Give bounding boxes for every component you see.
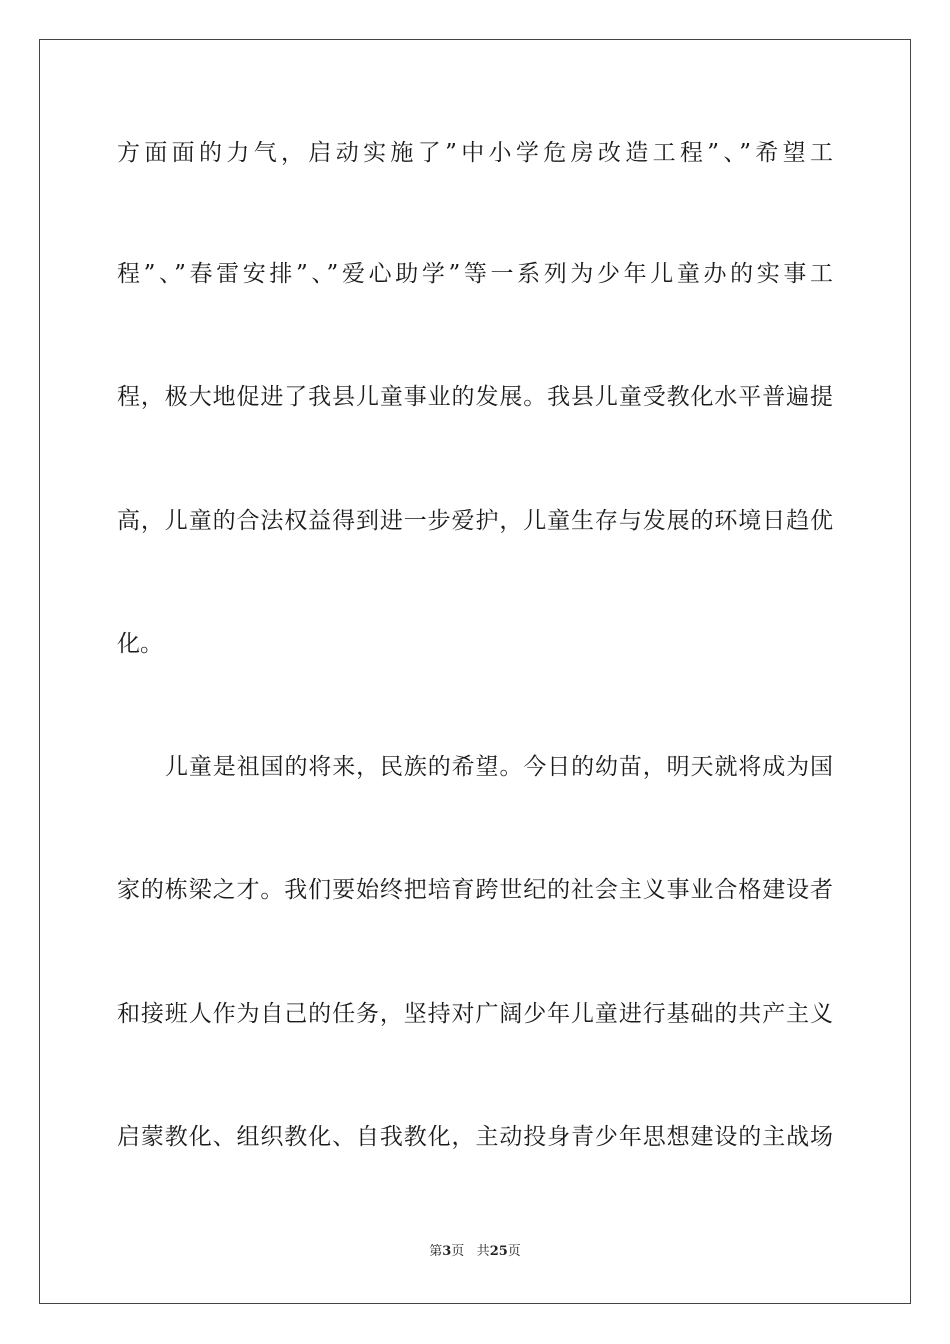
body-text-line-1: 方面面的力气，启动实施了”中小学危房改造工程”、”希望工 xyxy=(117,140,833,166)
body-text-line-5: 化。 xyxy=(117,631,163,657)
body-text-line-3: 程，极大地促进了我县儿童事业的发展。我县儿童受教化水平普遍提 xyxy=(117,384,833,410)
footer-page-suffix: 页 xyxy=(451,1244,465,1259)
body-text-line-2: 程”、”春雷安排”、”爱心助学”等一系列为少年儿童办的实事工 xyxy=(117,261,833,287)
body-text-line-8: 和接班人作为自己的任务，坚持对广阔少年儿童进行基础的共产主义 xyxy=(117,1001,833,1027)
footer-total-pages: 25 xyxy=(489,1244,508,1259)
footer-page-prefix: 第 xyxy=(429,1244,443,1259)
paragraph-first-line: 儿童是祖国的将来，民族的希望。今日的幼苗，明天就将成为国 xyxy=(165,754,833,780)
footer-total-prefix: 共 xyxy=(476,1244,490,1259)
footer-total-suffix: 页 xyxy=(507,1244,521,1259)
page-border xyxy=(39,39,911,1304)
body-text-line-7: 家的栋梁之才。我们要始终把培育跨世纪的社会主义事业合格建设者 xyxy=(117,877,833,903)
body-text-line-4: 高，儿童的合法权益得到进一步爱护，儿童生存与发展的环境日趋优 xyxy=(117,508,833,534)
footer-page-number: 3 xyxy=(442,1244,452,1259)
page-footer xyxy=(0,1243,950,1261)
body-text-line-9: 启蒙教化、组织教化、自我教化，主动投身青少年思想建设的主战场 xyxy=(117,1124,833,1150)
